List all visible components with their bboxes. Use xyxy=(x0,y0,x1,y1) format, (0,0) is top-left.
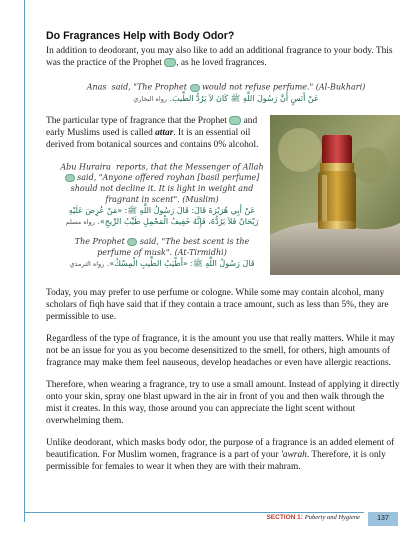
margin-rule xyxy=(24,0,25,522)
hadith-abu-huraira-arabic: عَنْ أَبِي هُرَيْرَةَ قَالَ: قَالَ رَسُولُ اللَّهِ ﷺ: «مَنْ عُرِضَ عَلَيْهِ رَيْحَانٌ فَلاَ يَرُدُّهُ، فَإِنَّهُ خَفِيفُ الْمَحْمِلِ طَيِّبُ الرِّيحِ». رواه مسلم xyxy=(65,206,259,227)
section-heading: Do Fragrances Help with Body Odor? xyxy=(46,30,235,42)
paragraph-therefore: Therefore, when wearing a fragrance, try to use a small amount. Instead of applying it directly onto your skin, spray one blast upward in the air in front of you and then walk through the mist it creates. In this way, those around you can appreciate the light scent without overwhelming them. xyxy=(46,379,400,426)
peace-be-upon-him-icon xyxy=(127,238,137,246)
page-content xyxy=(46,30,400,473)
peace-be-upon-him-icon xyxy=(229,116,241,125)
attar-paragraph: The particular type of fragrance that the Prophet and early Muslims used is called attar. It is an essential oil derived from botanical sources and contains 0% alcohol. xyxy=(46,115,259,150)
peace-be-upon-him-icon xyxy=(164,58,176,67)
hadith-best-scent-arabic: قَالَ رَسُولُ اللَّهِ ﷺ: «أَطْيَبُ الطِّيبِ الْمِسْكُ». رواه الترمذي xyxy=(69,259,255,269)
footer-section-label: SECTION 1: Puberty and Hygiene xyxy=(266,514,360,521)
peace-be-upon-him-icon xyxy=(65,174,75,182)
footer-rule xyxy=(24,512,364,513)
intro-paragraph: In addition to deodorant, you may also like to add an additional fragrance to your body. This was the practice of the Prophet , as he loved fragrances. xyxy=(46,46,393,68)
paragraph-unlike: Unlike deodorant, which masks body odor, the purpose of a fragrance is an added element of beautification. For Muslim women, fragrance is a part of your 'awrah. Therefore, it is only permissible for females to wear it when they are with their mahram. xyxy=(46,437,395,472)
paragraph-regardless: Regardless of the type of fragrance, it is the amount you use that really matters. While it may not be an issue for you as you become desensitized to the smell, for others, high amounts of fragrance may make them feel nauseous, develop headaches or even have allergic reactions. xyxy=(46,333,395,368)
hadith-anas-arabic: عَنْ أَنَسٍ أَنَّ رَسُولَ اللَّهِ ﷺ كَانَ لاَ يَرُدُّ الطِّيبَ. رواه البخاري xyxy=(133,93,319,103)
peace-be-upon-him-icon xyxy=(190,84,200,92)
page-number: 137 xyxy=(368,512,398,526)
page-footer xyxy=(0,512,416,526)
hadith-abu-huraira: Abu Huraira reports, that the Messenger of Allah said, "Anyone offered royhan [basil perfume] should not decline it. It is light in weight and fragrant in scent". (Muslim) عَنْ أَبِي هُرَيْرَةَ قَالَ: قَالَ رَسُولُ اللَّهِ ﷺ: «مَنْ عُرِضَ عَلَيْهِ رَيْحَانٌ فَلاَ يَرُدُّهُ، فَإِنَّهُ خَفِيفُ الْمَحْمِلِ طَيِّبُ الرِّيحِ». رواه مسلم xyxy=(46,159,266,229)
attar-section xyxy=(46,115,400,285)
hadith-anas: Anas said, "The Prophet would not refuse perfume." (Al-Bukhari) عَنْ أَنَسٍ أَنَّ رَسُولَ اللَّهِ ﷺ كَانَ لاَ يَرُدُّ الطِّيبَ. رواه البخاري xyxy=(46,79,400,105)
hadith-best-scent: The Prophet said, "The best scent is the perfume of musk". (At-Tirmidhi) قَالَ رَسُولُ اللَّهِ ﷺ: «أَطْيَبُ الطِّيبِ الْمِسْكُ». رواه الترمذي xyxy=(46,236,266,270)
paragraph-today: Today, you may prefer to use perfume or cologne. While some may contain alcohol, many scholars of fiqh have said that if they contain a trace amount, such as less than 5%, they are permissible to use. xyxy=(46,287,389,322)
attar-text-column xyxy=(46,115,266,271)
body-text xyxy=(46,287,400,473)
attar-bottle-image xyxy=(270,115,400,275)
attar-bottle-photo xyxy=(270,115,400,275)
